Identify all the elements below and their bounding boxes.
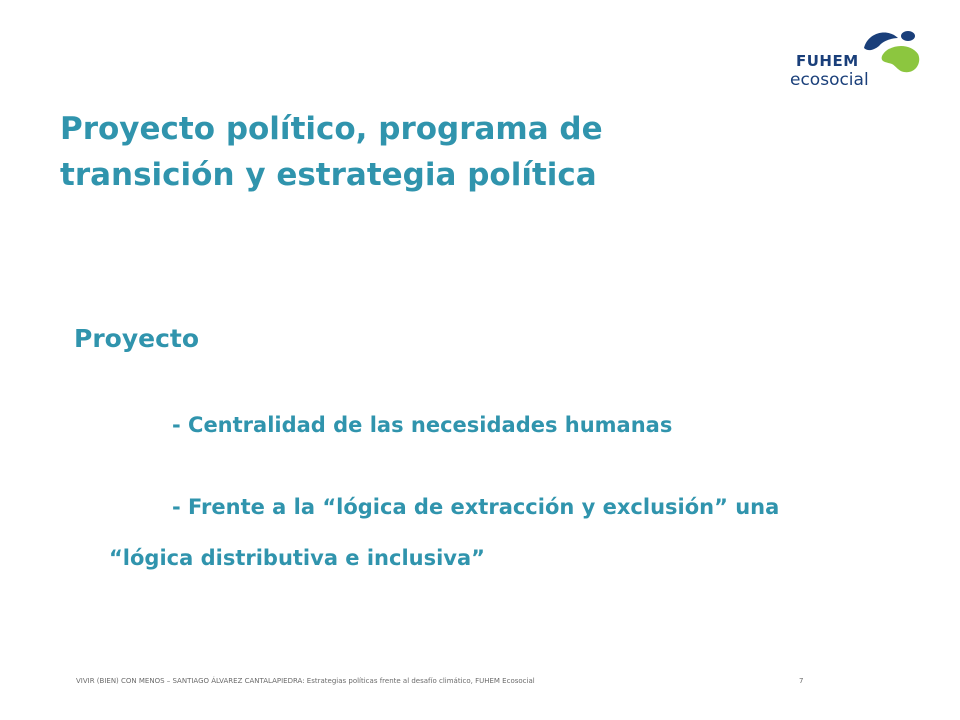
bullet-item: - Frente a la “lógica de extracción y exclusión” una: [172, 495, 780, 519]
logo-wordmark-ecosocial: ecosocial: [790, 70, 869, 90]
section-heading: Proyecto: [74, 324, 200, 353]
logo-wordmark-fuhem: FUHEM: [796, 52, 859, 70]
page-number: 7: [799, 677, 804, 685]
slide-title-line-2: transición y estrategia política: [60, 157, 597, 193]
footer-text: VIVIR (BIEN) CON MENOS – SANTIAGO ÁLVAREZ CANTALAPIEDRA: Estrategias políticas frente al desafío climático, FUHEM Ecosocial: [76, 677, 535, 685]
slide-title-line-1: Proyecto político, programa de: [60, 111, 603, 147]
bullet-item-continuation: “lógica distributiva e inclusiva”: [109, 546, 485, 570]
bullet-item: - Centralidad de las necesidades humanas: [172, 413, 673, 437]
